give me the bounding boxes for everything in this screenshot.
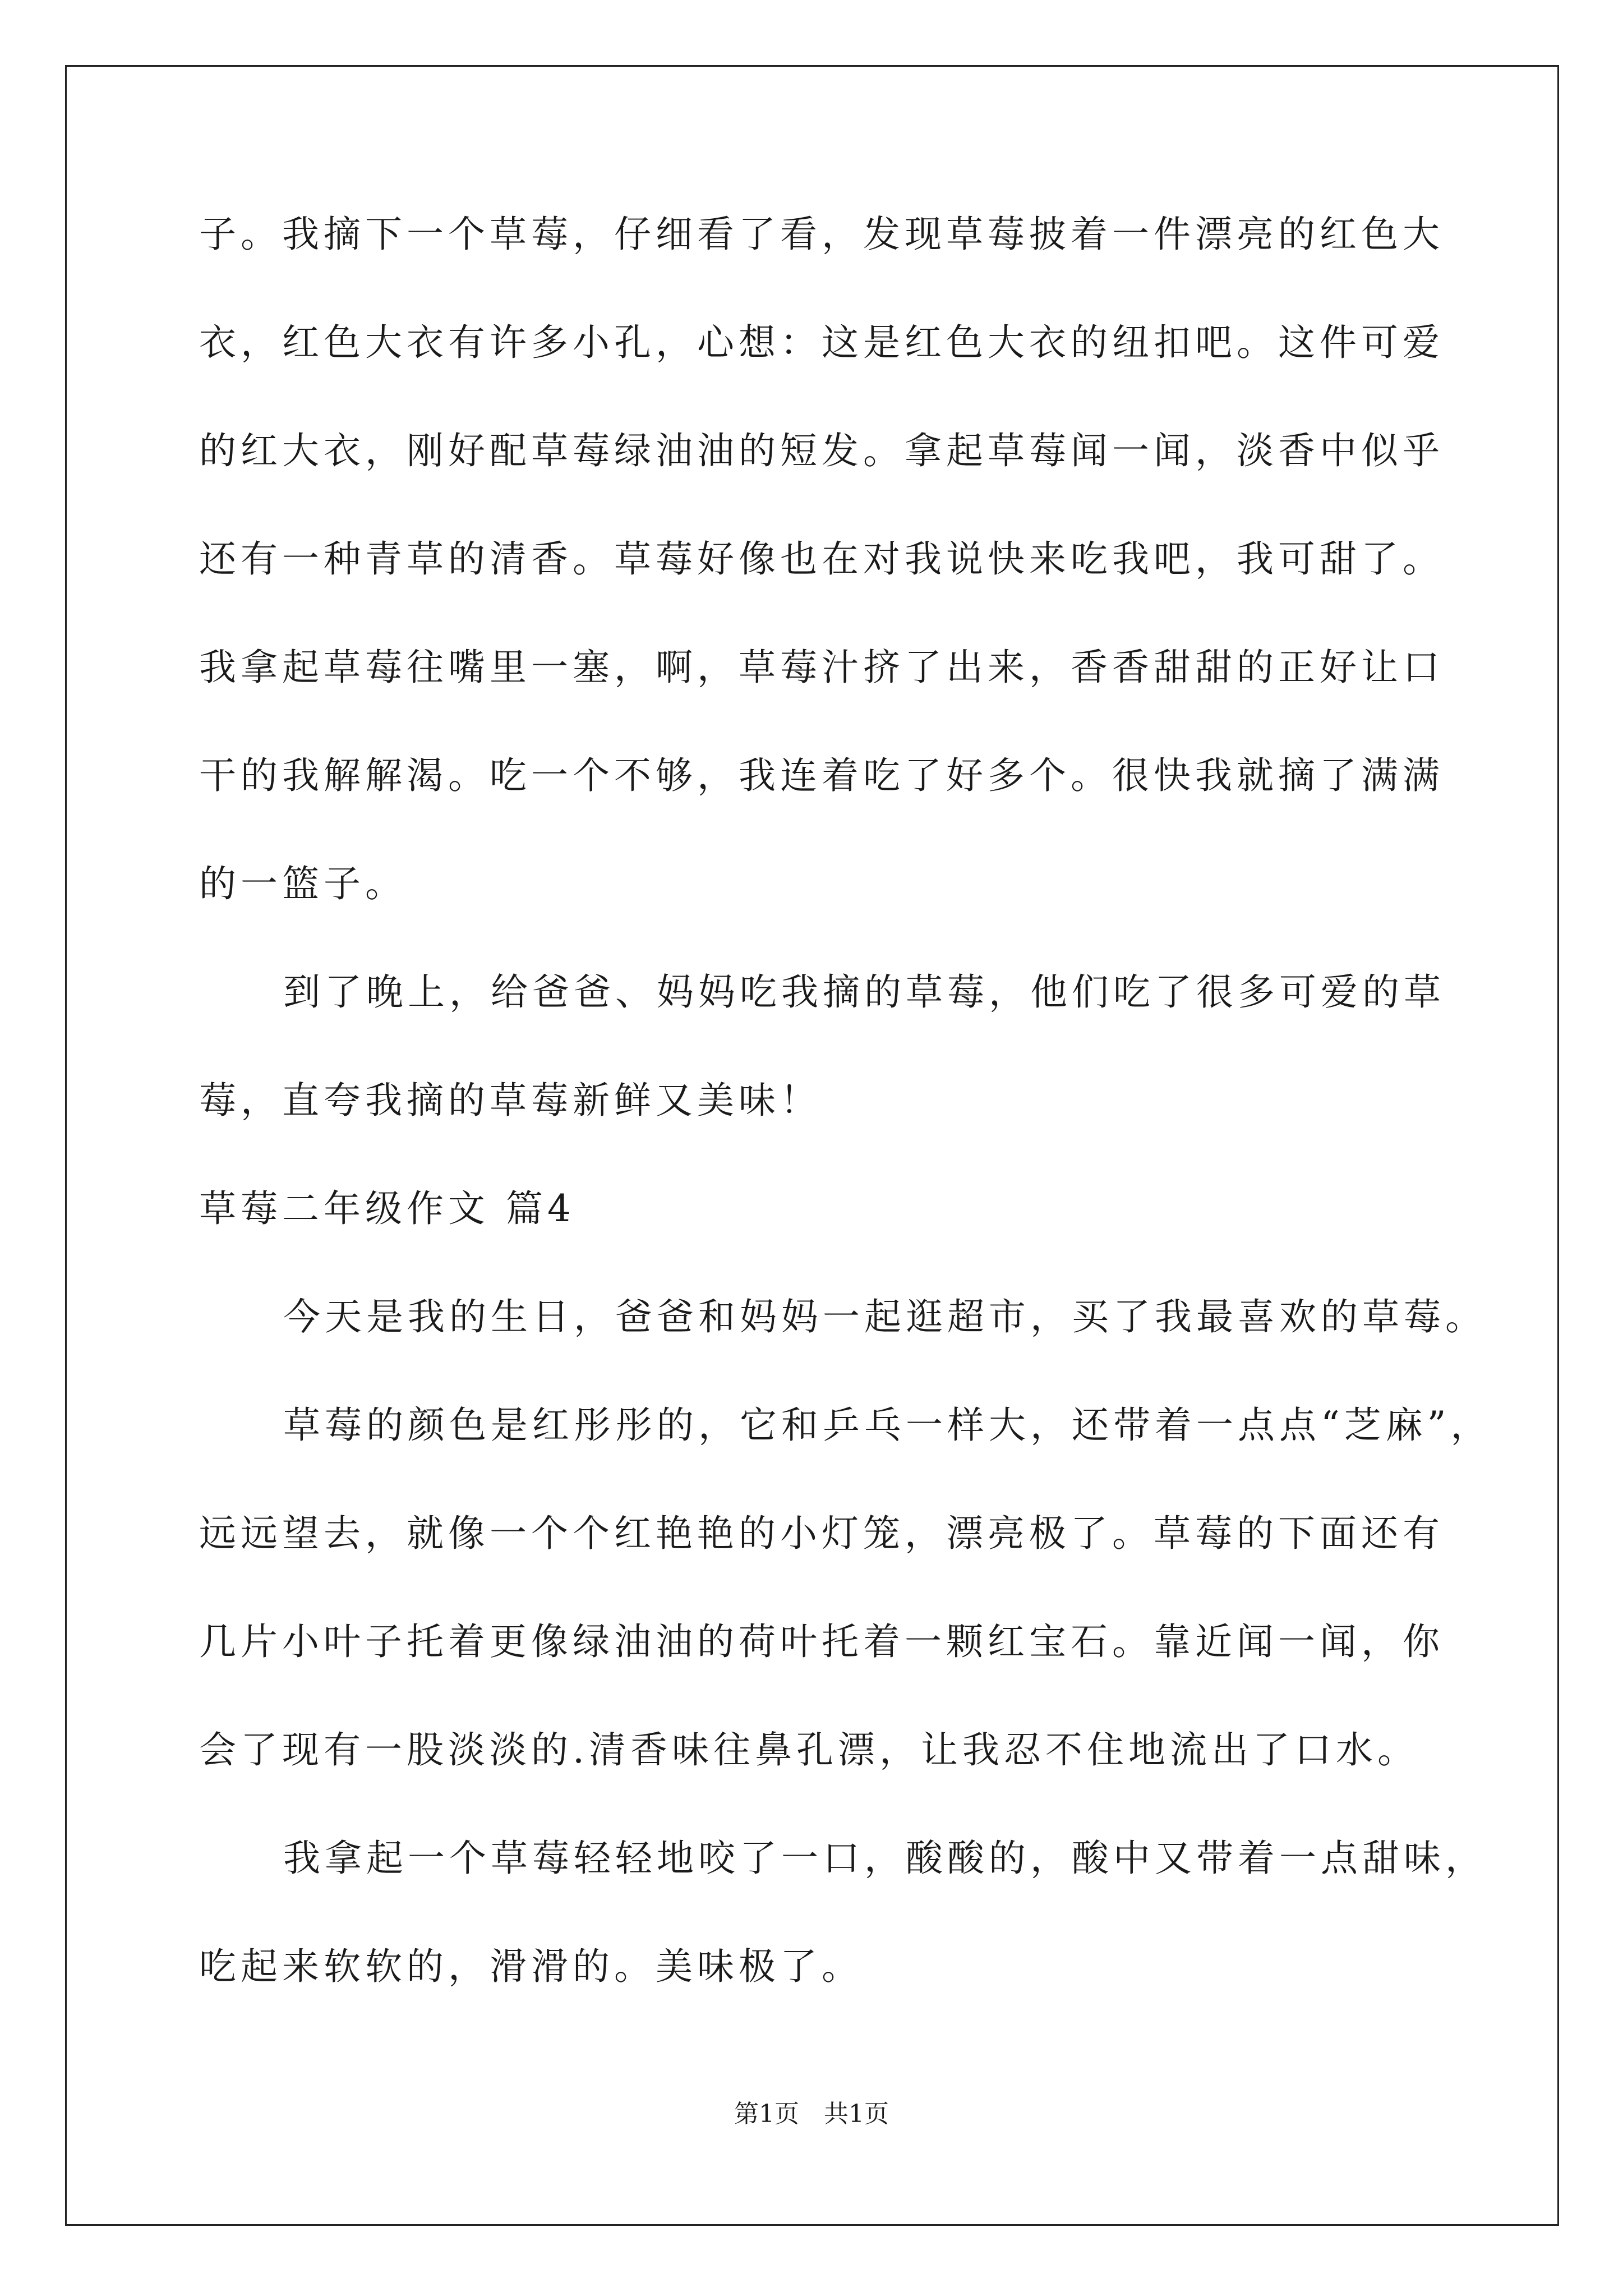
- text-line: 会了现有一股淡淡的.清香味往鼻孔漂，让我忍不住地流出了口水。: [199, 1728, 1419, 1772]
- document-body: [199, 213, 1492, 2056]
- text-line: 吃起来软软的，滑滑的。美味极了。: [199, 1945, 863, 1988]
- section-heading: 草莓二年级作文 篇4: [199, 1187, 575, 1230]
- text-line: 草莓的颜色是红彤彤的，它和乒乓一样大，还带着一点点“芝麻”，: [283, 1404, 1492, 1447]
- text-line: 我拿起一个草莓轻轻地咬了一口，酸酸的，酸中又带着一点甜味，: [283, 1837, 1487, 1880]
- page-number-footer: 第1页 共1页: [734, 2100, 889, 2128]
- text-line: 干的我解解渴。吃一个不够，我连着吃了好多个。很快我就摘了满满: [199, 754, 1444, 797]
- text-line: 我拿起草莓往嘴里一塞，啊，草莓汁挤了出来，香香甜甜的正好让口: [199, 646, 1444, 689]
- text-line: 衣，红色大衣有许多小孔，心想：这是红色大衣的纽扣吧。这件可爱: [199, 321, 1444, 364]
- text-line: 子。我摘下一个草莓，仔细看了看，发现草莓披着一件漂亮的红色大: [199, 213, 1444, 256]
- text-line: 莓，直夸我摘的草莓新鲜又美味！: [199, 1079, 822, 1122]
- text-line: 到了晚上，给爸爸、妈妈吃我摘的草莓，他们吃了很多可爱的草: [283, 970, 1445, 1014]
- text-line: 还有一种青草的清香。草莓好像也在对我说快来吃我吧，我可甜了。: [199, 537, 1444, 581]
- text-line: 几片小叶子托着更像绿油油的荷叶托着一颗红宝石。靠近闻一闻，你: [199, 1620, 1444, 1663]
- text-line: 今天是我的生日，爸爸和妈妈一起逛超市，买了我最喜欢的草莓。: [283, 1295, 1487, 1338]
- text-line: 的红大衣，刚好配草莓绿油油的短发。拿起草莓闻一闻，淡香中似乎: [199, 429, 1444, 472]
- text-line: 的一篮子。: [199, 862, 407, 905]
- text-line: 远远望去，就像一个个红艳艳的小灯笼，漂亮极了。草莓的下面还有: [199, 1512, 1444, 1555]
